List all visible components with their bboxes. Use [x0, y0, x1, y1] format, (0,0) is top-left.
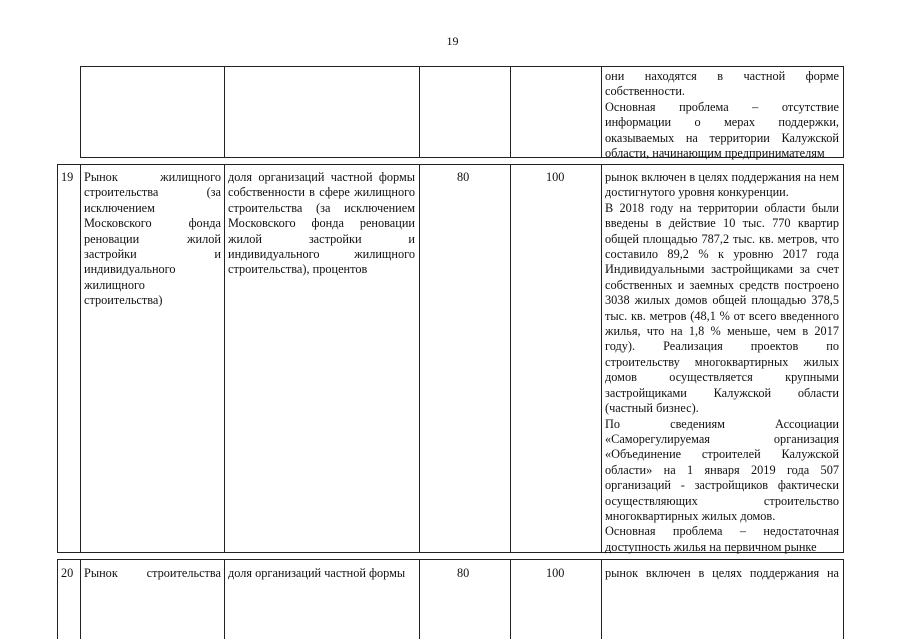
- table-rule: [419, 164, 420, 552]
- table-cell-value-b: 100: [546, 170, 565, 184]
- table-rule: [57, 559, 844, 560]
- description-paragraph: По сведениям Ассоциации «Саморегулируемая организация «Объединение строителей Калужской области» на 1 января 2019 года 507 организаций - застройщиков фактически осуществляющих строительство многоквартирных жилых домов.: [605, 416, 839, 523]
- table-rule: [510, 164, 511, 552]
- table-cell-description: [605, 69, 839, 161]
- table-rule: [419, 66, 420, 157]
- table-rule: [57, 164, 844, 165]
- table-rule: [419, 559, 420, 639]
- table-cell-market: Рынок строительства: [84, 566, 221, 580]
- table-rule: [57, 164, 58, 552]
- table-rule: [601, 66, 602, 157]
- table-cell-row-number: 20: [61, 566, 74, 580]
- table-rule: [224, 66, 225, 157]
- page-number: 19: [446, 34, 459, 48]
- table-rule: [80, 164, 81, 552]
- description-paragraph: Основная проблема – недостаточная доступность жилья на первичном рынке: [605, 524, 839, 554]
- table-rule: [80, 559, 81, 639]
- table-cell-value-a: 80: [457, 566, 470, 580]
- description-paragraph: рынок включен в целях поддержания на нем достигнутого уровня конкуренции.: [605, 170, 839, 200]
- table-rule: [510, 559, 511, 639]
- table-rule: [601, 164, 602, 552]
- table-rule: [57, 559, 58, 639]
- table-rule: [843, 164, 844, 552]
- description-paragraph: В 2018 году на территории области были введены в действие 10 тыс. 770 квартир общей площадью 787,2 тыс. кв. метров, что составило 89,2 % к уровню 2017 года Индивидуальными застройщиками за счет собственных и заемных средств построено 3038 жилых домов общей площадью 378,5 тыс. кв. метров (48,1 % от всего введенного жилья, что на 1,8 % меньше, чем в 2017 году). Реализация проектов по строительству многоквартирных жилых домов осуществляется крупными застройщиками Калужской области (частный бизнес).: [605, 200, 839, 416]
- table-cell-description: [605, 170, 839, 555]
- table-cell-market: Рынок жилищного строительства (за исключением Московского фонда реновации жилой застройки и индивидуального жилищного строительства): [84, 170, 221, 308]
- table-cell-row-number: 19: [61, 170, 74, 184]
- table-rule: [224, 559, 225, 639]
- table-rule: [510, 66, 511, 157]
- table-rule: [601, 559, 602, 639]
- description-paragraph: Основная проблема – отсутствие информации о мерах поддержки, оказываемых на территории Калужской области, начинающим предпринимателям: [605, 99, 839, 161]
- table-rule: [843, 559, 844, 639]
- table-rule: [80, 66, 81, 157]
- table-rule: [80, 66, 844, 67]
- table-rule: [224, 164, 225, 552]
- table-cell-indicator: доля организаций частной формы собственности в сфере жилищного строительства (за исключением Московского фонда реновации жилой застройки и индивидуального жилищного строительства), процентов: [228, 170, 415, 277]
- table-cell-description: рынок включен в целях поддержания на: [605, 566, 839, 580]
- table-cell-value-a: 80: [457, 170, 470, 184]
- table-cell-indicator: доля организаций частной формы: [228, 566, 406, 580]
- description-paragraph: они находятся в частной форме собственности.: [605, 69, 839, 99]
- table-rule: [843, 66, 844, 157]
- table-cell-value-b: 100: [546, 566, 565, 580]
